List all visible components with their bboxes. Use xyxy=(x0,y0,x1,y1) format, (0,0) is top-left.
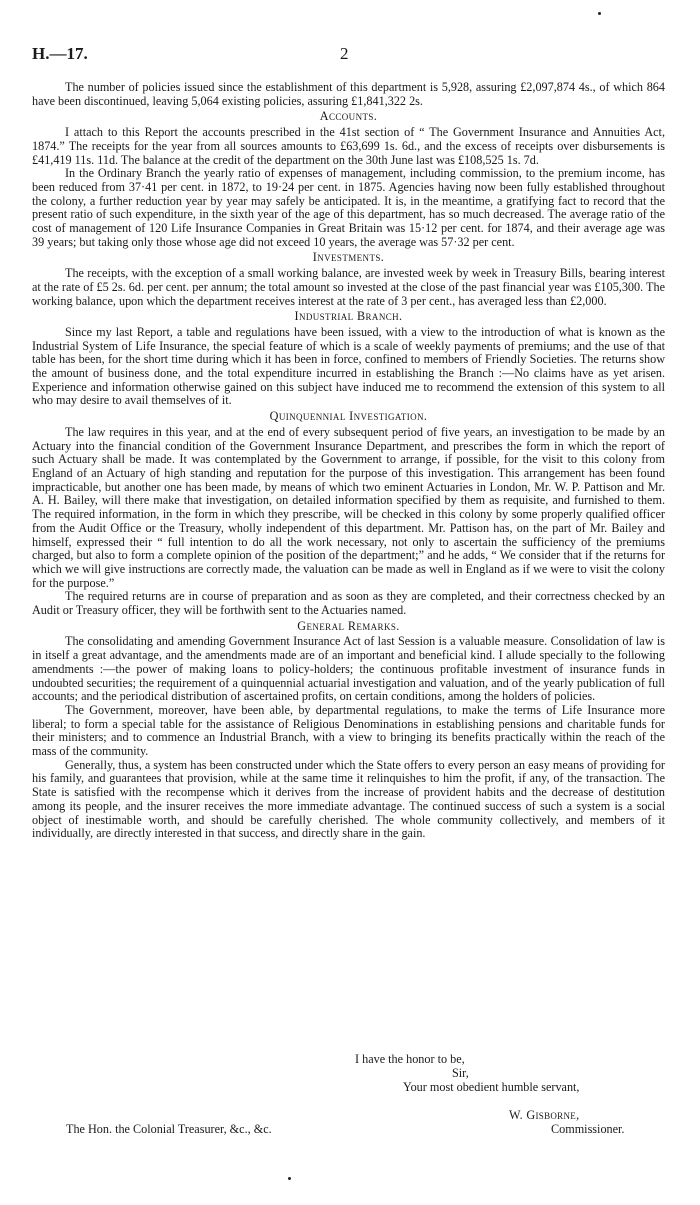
paragraph: The receipts, with the exception of a small working balance, are invested week by week in Treasury Bills, bearing interest at the rate of £5 2s. 6d. per cent. per annum; the total amount so invested at the close of the past financial year was £105,300. The working balance, upon which the department receives interest at the rate of 3 per cent., has averaged less than £2,000. xyxy=(32,266,665,308)
section-quinquennial-investigation xyxy=(32,410,665,618)
margin-dot xyxy=(288,1177,291,1180)
section-heading: Quinquennial Investigation. xyxy=(269,409,428,424)
page-number: 2 xyxy=(340,44,349,63)
intro-paragraph: The number of policies issued since the establishment of this department is 5,928, assuring £2,097,874 4s., of which 864 have been discontinued, leaving 5,064 existing policies, assuring £1,841,322 2s. xyxy=(32,80,665,108)
closing-line: I have the honor to be, xyxy=(355,1052,465,1066)
paragraph: The consolidating and amending Government Insurance Act of last Session is a valuable measure. Consolidation of law is in itself a great advantage, and the amendments made are of an important and beneficial kind. I allude specially to the following amendments :—the power of making loans to policy-holders; the continuous profitable investment of insurance funds in undoubted securities; the requirement of a quinquennial actuarial investigation and valuation, and of the yearly publication of full accounts; and the periodical distribution of ascertained profits, on certain conditions, among the holders of policies. xyxy=(32,634,665,704)
section-heading: Investments. xyxy=(312,250,385,265)
paragraph: Generally, thus, a system has been constructed under which the State offers to every person an easy means of providing for his family, and guarantees that provision, while at the same time it relinquishes to him the profit, if any, of the transaction. The State is satisfied with the recompense which it derives from the increase of provident habits and the decrease of destitution among its people, and the insurer receives the more immediate advantage. The continued success of such a system is a social object of inestimable worth, and should be carefully cherished. The whole community collectively, and members of it individually, are directly interested in that success, and directly share in the gain. xyxy=(32,757,665,841)
margin-dot xyxy=(598,12,601,15)
signature-name: W. Gisborne, xyxy=(509,1108,580,1122)
paragraph: The required returns are in course of preparation and as soon as they are completed, and their correctness checked by an Audit or Treasury officer, they will be forthwith sent to the Actuaries named. xyxy=(32,589,665,618)
paragraph: I attach to this Report the accounts prescribed in the 41st section of “ The Government Insurance and Annuities Act, 1874.” The receipts for the year from all sources amounts to £63,699 1s. 6d., and the excess of receipts over disbursements is £41,419 11s. 11d. The balance at the credit of the department on the 30th June last was £108,525 1s. 7d. xyxy=(32,125,665,167)
section-general-remarks xyxy=(32,620,665,841)
signature-title: Commissioner. xyxy=(551,1122,625,1136)
salutation: Sir, xyxy=(452,1066,469,1080)
section-heading: Accounts. xyxy=(319,109,378,124)
section-heading: Industrial Branch. xyxy=(294,309,403,324)
section-heading: General Remarks. xyxy=(297,618,400,633)
section-accounts xyxy=(32,110,665,249)
paragraph: Since my last Report, a table and regulations have been issued, with a view to the introduction of what is known as the Industrial System of Life Insurance, the special feature of which is a scale of weekly payments of premiums; and the use of that table has been, for the short time during which it has been in force, confined to members of Friendly Societies. The returns show the amount of business done, and the total expenditure incurred in establishing the Branch :—No claims have as yet arisen. Experience and information otherwise gained on this subject have induced me to recommend the extension of this system to all who may desire to avail themselves of it. xyxy=(32,324,665,408)
paragraph: In the Ordinary Branch the yearly ratio of expenses of management, including commission, to the premium income, has been reduced from 37·41 per cent. in 1872, to 19·24 per cent. in 1875. Agencies having now been fully established throughout the colony, a further reduction year by year may safely be anticipated. It is, in the meantime, a gratifying fact to record that the present ratio of such expenditure, in the sixth year of the age of this department, has so much decreased. The average ratio of the cost of management of 120 Life Insurance Companies in Great Britain was 15·12 per cent. for 1874, and their average age was 39 years; but taking only those whose age did not exceed 10 years, the average was 57·32 per cent. xyxy=(32,166,665,249)
paragraph: The Government, moreover, have been able, by departmental regulations, to make the terms of Life Insurance more liberal; to form a special table for the assistance of Religious Denominations in establishing pensions and charitable funds for their ministers; and to commence an Industrial Branch, with a view to bringing its benefits practically within the reach of the mass of the community. xyxy=(32,702,665,759)
report-body xyxy=(32,81,665,841)
document-number: H.—17. xyxy=(32,44,88,63)
section-industrial-branch xyxy=(32,310,665,408)
addressee: The Hon. the Colonial Treasurer, &c., &c. xyxy=(66,1122,272,1136)
closing-line: Your most obedient humble servant, xyxy=(403,1080,580,1094)
paragraph: The law requires in this year, and at the end of every subsequent period of five years, an investigation to be made by an Actuary into the financial condition of the Government Insurance Department, and prescribes the form in which the report of such Actuary shall be made. It was contemplated by the Government to arrange, if possible, for the visit to this colony from England of an Actuary of high standing and reputation for the purpose of this investigation. This arrangement has been found impracticable, but another one has been made, by means of which two eminent Actuaries in London, Mr. W. P. Pattison and Mr. A. H. Bailey, will there make that investigation, on detailed information specified by them as requisite, and furnished to them. The required information, in the form in which they prescribe, will be checked in this colony by some properly qualified officer from the Audit Office or the Treasury, wholly independent of this department. Mr. Pattison has, on the part of Mr. Bailey and himself, expressed their “ full intention to do all the work necessary, not only to ascertain the sufficiency of the premiums charged, but also to form a complete opinion of the position of the department;” and he adds, “ We consider that if the returns for which we will give instructions are correctly made, the valuation can be made as well in England as if we were to visit the colony for the purpose.” xyxy=(32,424,665,590)
section-investments xyxy=(32,251,665,308)
